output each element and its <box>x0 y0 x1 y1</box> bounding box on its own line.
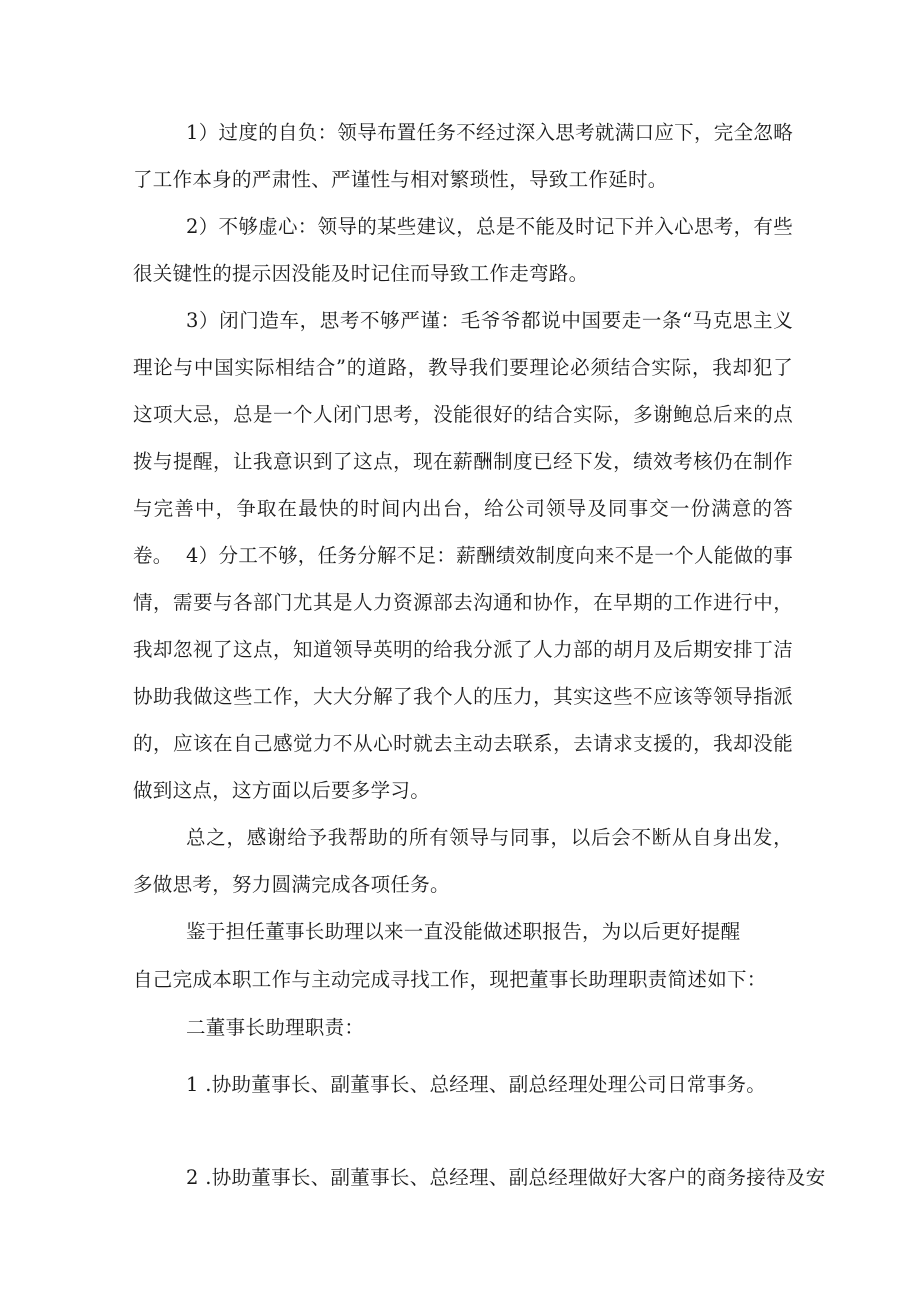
paragraph-not-humble: 2）不够虚心：领导的某些建议，总是不能及时记下并入心思考，有些很关键性的提示因没能及时记住而导致工作走弯路。 <box>133 215 793 285</box>
intro-line-1: 鉴于担任董事长助理以来一直没能做述职报告，为以后更好提醒 <box>186 920 741 943</box>
paragraph-closed-door: 3）闭门造车，思考不够严谨：毛爷爷都说中国要走一条“马克思主义理论与中国实际相结合”的道路，教导我们要理论必须结合实际，我却犯了这项大忌，总是一个人闭门思考，没能很好的结合实际，多谢鲍总后来的点拨与提醒，让我意识到了这点，现在薪酬制度已经下发，绩效考核仍在制作与完善中，争取在最快的时间内出台，给公司领导及同事交一份满意的答卷。 <box>133 309 793 567</box>
section-heading: 二董事长助理职责： <box>186 1016 365 1039</box>
duty-item-2: 2 .协助董事长、副董事长、总经理、副总经理做好大客户的商务接待及安 <box>186 1166 826 1189</box>
intro-line-2: 自己完成本职工作与主动完成寻找工作，现把董事长助理职责简述如下： <box>133 968 767 991</box>
paragraph-division-of-labor: 4）分工不够，任务分解不足：薪酬绩效制度向来不是一个人能做的事情，需要与各部门尤其是人力资源部去沟通和协作，在早期的工作进行中，我却忽视了这点，知道领导英明的给我分派了人力部的胡月及后期安排丁洁协助我做这些工作，大大分解了我个人的压力，其实这些不应该等领导指派的，应该在自己感觉力不从心时就去主动去联系，去请求支援的，我却没能做到这点，这方面以后要多学习。 <box>133 544 793 802</box>
paragraph-conclusion: 总之，感谢给予我帮助的所有领导与同事，以后会不断从自身出发，多做思考，努力圆满完成各项任务。 <box>133 826 793 896</box>
paragraph-excessive-conceit: 1）过度的自负：领导布置任务不经过深入思考就满口应下，完全忽略了工作本身的严肃性、严谨性与相对繁琐性，导致工作延时。 <box>133 121 793 191</box>
duty-item-1: 1 .协助董事长、副董事长、总经理、副总经理处理公司日常事务。 <box>186 1073 767 1096</box>
